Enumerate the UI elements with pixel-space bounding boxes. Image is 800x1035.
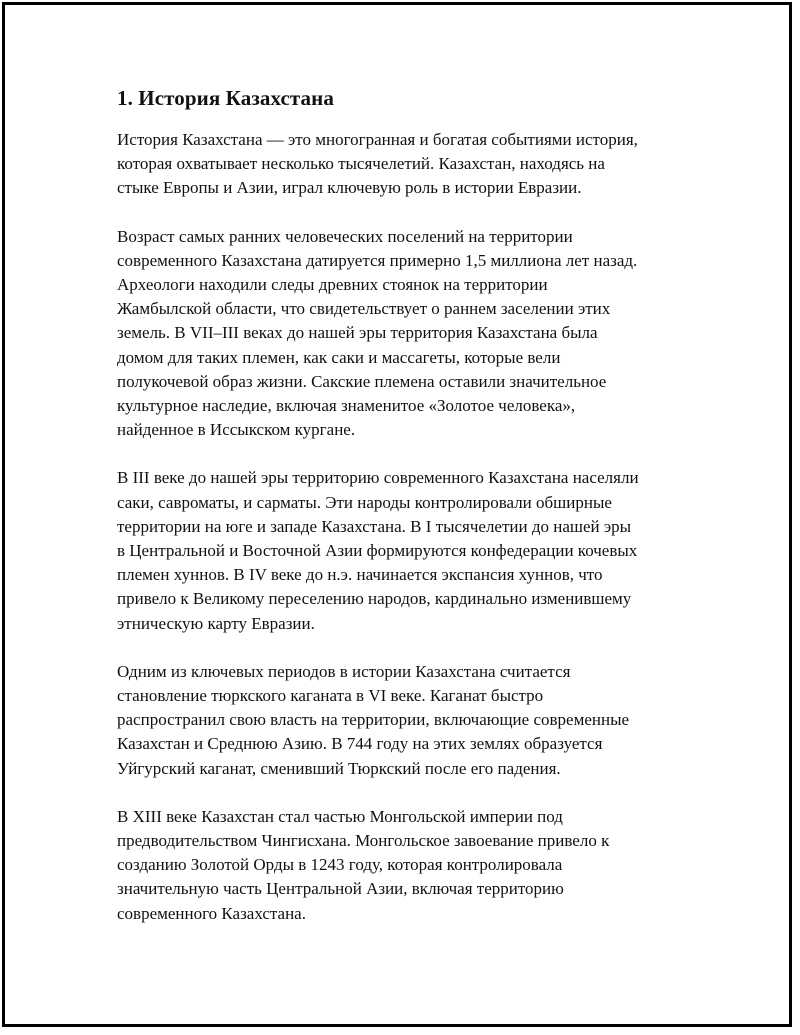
paragraph-line: становление тюркского каганата в VI веке. Каганат быстро bbox=[117, 686, 544, 706]
paragraph-line: В XIII веке Казахстан стал частью Монгольской империи под bbox=[117, 806, 563, 826]
paragraph-line: современного Казахстана датируется примерно 1,5 миллиона лет назад. bbox=[117, 250, 638, 270]
paragraph-line: Жамбылской области, что свидетельствует о раннем заселении этих bbox=[117, 299, 611, 319]
paragraph-line: В III веке до нашей эры территорию современного Казахстана населяли bbox=[117, 468, 639, 488]
paragraph-line: этническую карту Евразии. bbox=[117, 613, 315, 633]
paragraph-line: созданию Золотой Орды в 1243 году, которая контролировала bbox=[117, 855, 563, 875]
paragraph-line: современного Казахстана. bbox=[117, 903, 306, 923]
paragraph bbox=[117, 805, 692, 926]
document-body bbox=[117, 84, 692, 950]
paragraph bbox=[117, 466, 692, 635]
paragraph-line: найденное в Иссыкском кургане. bbox=[117, 420, 356, 440]
paragraph-line: Казахстан и Среднюю Азию. В 744 году на этих землях образуется bbox=[117, 734, 603, 754]
paragraph-line: Одним из ключевых периодов в истории Казахстана считается bbox=[117, 661, 571, 681]
paragraph-line: полукочевой образ жизни. Сакские племена оставили значительное bbox=[117, 371, 607, 391]
paragraph-line: в Центральной и Восточной Азии формируются конфедерации кочевых bbox=[117, 541, 638, 561]
paragraph-line: предводительством Чингисхана. Монгольское завоевание привело к bbox=[117, 831, 610, 851]
paragraph-line: культурное наследие, включая знаменитое «Золотое человека», bbox=[117, 396, 576, 416]
paragraph-line: История Казахстана — это многогранная и богатая событиями история, bbox=[117, 130, 638, 149]
paragraph-line: племен хуннов. В IV веке до н.э. начинается экспансия хуннов, что bbox=[117, 565, 603, 585]
paragraph-line: домом для таких племен, как саки и массагеты, которые вели bbox=[117, 347, 561, 367]
paragraph-line: распространил свою власть на территории, включающие современные bbox=[117, 710, 630, 730]
paragraph bbox=[117, 660, 692, 781]
paragraph-line: саки, савроматы, и сарматы. Эти народы контролировали обширные bbox=[117, 492, 612, 512]
paragraph bbox=[117, 225, 692, 443]
paragraph-line: земель. В VII–III веках до нашей эры территория Казахстана была bbox=[117, 323, 598, 343]
paragraph-line: стыке Европы и Азии, играл ключевую роль в истории Евразии. bbox=[117, 178, 582, 198]
paragraph-line: Возраст самых ранних человеческих поселений на территории bbox=[117, 226, 573, 246]
document-title: 1. История Казахстана bbox=[117, 86, 334, 110]
paragraph-line: значительную часть Центральной Азии, включая территорию bbox=[117, 879, 564, 899]
paragraph-line: территории на юге и западе Казахстана. В I тысячелетии до нашей эры bbox=[117, 516, 632, 536]
paragraph-line: привело к Великому переселению народов, кардинально изменившему bbox=[117, 589, 632, 609]
paragraph-line: которая охватывает несколько тысячелетий. Казахстан, находясь на bbox=[117, 154, 605, 174]
paragraph-list bbox=[117, 128, 692, 926]
paragraph-line: Уйгурский каганат, сменивший Тюркский после его падения. bbox=[117, 758, 561, 778]
paragraph-line: Археологи находили следы древних стоянок на территории bbox=[117, 275, 548, 295]
paragraph bbox=[117, 128, 692, 201]
